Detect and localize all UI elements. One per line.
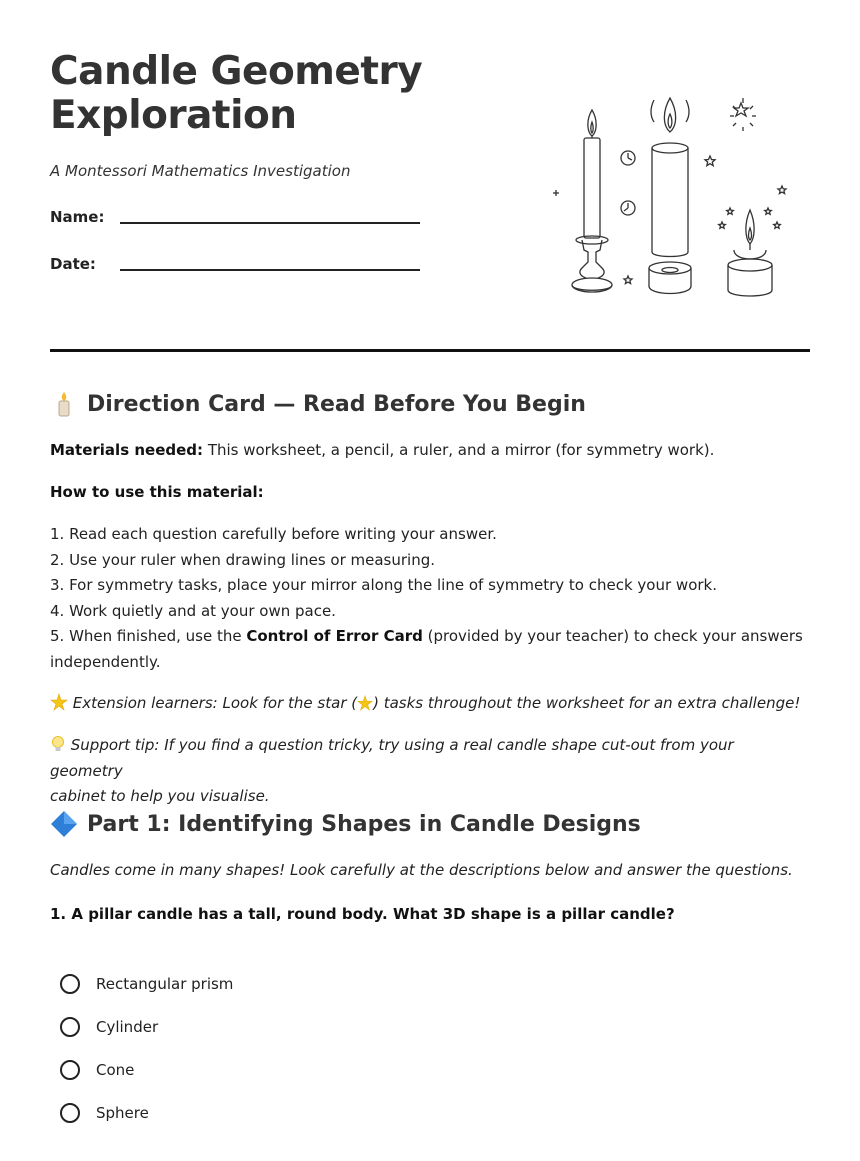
option-rectangular-prism[interactable] (60, 971, 233, 997)
header-divider (50, 349, 810, 352)
control-of-error-card-label: Control of Error Card (246, 627, 423, 645)
option-sphere[interactable] (60, 1100, 149, 1126)
worksheet-title: Candle Geometry Exploration (50, 49, 423, 138)
step-item-continued: independently. (50, 652, 161, 671)
option-cylinder[interactable] (60, 1014, 158, 1040)
option-label: Rectangular prism (96, 975, 234, 993)
star-icon (357, 694, 373, 712)
materials-text: This worksheet, a pencil, a ruler, and a mirror (for symmetry work). (207, 441, 715, 459)
name-label: Name: (50, 208, 105, 226)
question-1: 1. A pillar candle has a tall, round body. What 3D shape is a pillar candle? (50, 905, 675, 923)
step-item: 4. Work quietly and at your own pace. (50, 601, 336, 620)
candles-illustration (550, 90, 800, 305)
option-label: Sphere (96, 1104, 149, 1122)
step-item: 5. When finished, use the Control of Error Card (provided by your teacher) to check your answers (50, 627, 803, 645)
support-tip: Support tip: If you find a question tricky, try using a real candle shape cut-out from your geometry cabinet to help you visualise. (50, 736, 734, 805)
radio-button[interactable] (60, 974, 80, 994)
direction-card-title: Direction Card — Read Before You Begin (87, 391, 586, 417)
how-to-label: How to use this material: (50, 483, 264, 501)
option-label: Cone (96, 1061, 135, 1079)
materials-paragraph (50, 438, 810, 464)
part1-title: Part 1: Identifying Shapes in Candle Designs (87, 811, 641, 837)
glowing-star-icon (50, 694, 73, 712)
worksheet-subtitle: A Montessori Mathematics Investigation (50, 162, 351, 180)
extension-note: Extension learners: Look for the star ( ) tasks throughout the worksheet for an extra challenge! (50, 691, 810, 717)
name-write-line[interactable] (120, 222, 420, 224)
option-cone[interactable] (60, 1057, 134, 1083)
radio-button[interactable] (60, 1103, 80, 1123)
name-field (50, 208, 104, 226)
step-item: 1. Read each question carefully before writing your answer. (50, 525, 497, 543)
date-write-line[interactable] (120, 269, 420, 271)
how-to-heading (50, 480, 810, 506)
date-label: Date: (50, 255, 96, 273)
radio-button[interactable] (60, 1017, 80, 1037)
candle-emoji-icon (50, 390, 78, 418)
date-field (50, 255, 96, 273)
blue-diamond-icon (50, 810, 78, 838)
part1-heading (50, 810, 641, 838)
radio-button[interactable] (60, 1060, 80, 1080)
step-item: 3. For symmetry tasks, place your mirror along the line of symmetry to check your work. (50, 576, 717, 594)
step-item: 2. Use your ruler when drawing lines or measuring. (50, 550, 436, 569)
direction-card-heading (50, 390, 586, 418)
part1-intro: Candles come in many shapes! Look carefully at the descriptions below and answer the questions. (50, 861, 793, 879)
steps-list (50, 522, 810, 675)
option-label: Cylinder (96, 1018, 159, 1036)
light-bulb-icon (50, 736, 71, 754)
materials-label: Materials needed: (50, 441, 204, 459)
